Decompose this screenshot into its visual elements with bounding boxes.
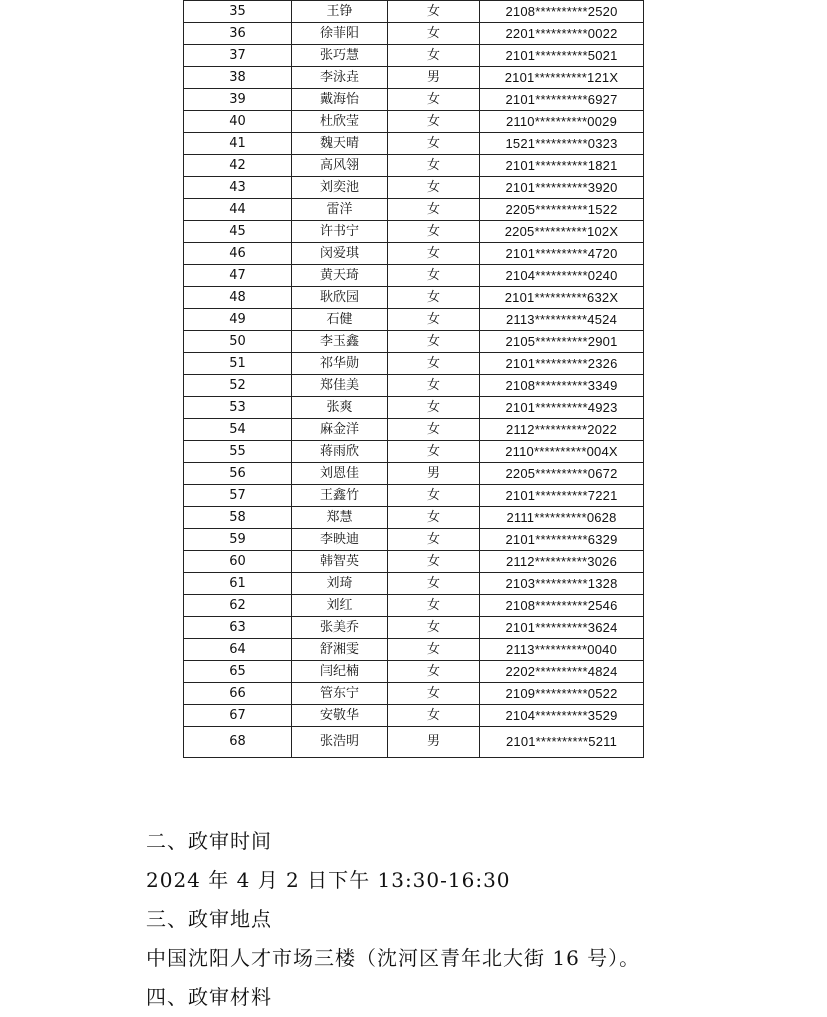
- table-row: [184, 529, 644, 551]
- name-cell: 李泳垚: [292, 67, 388, 89]
- gender-cell: 女: [388, 111, 480, 133]
- table-row: [184, 397, 644, 419]
- table-row: [184, 177, 644, 199]
- table-row: [184, 23, 644, 45]
- id-number-cell: 2108**********2520: [480, 1, 644, 23]
- table-row: [184, 199, 644, 221]
- table-row: [184, 617, 644, 639]
- gender-cell: 女: [388, 89, 480, 111]
- gender-cell: 男: [388, 463, 480, 485]
- gender-cell: 女: [388, 265, 480, 287]
- name-cell: 王鑫竹: [292, 485, 388, 507]
- table-row: [184, 133, 644, 155]
- id-number-cell: 2101**********5021: [480, 45, 644, 67]
- id-number-cell: 2101**********121X: [480, 67, 644, 89]
- name-cell: 耿欣园: [292, 287, 388, 309]
- id-number-cell: 2101**********6927: [480, 89, 644, 111]
- name-cell: 蒋雨欣: [292, 441, 388, 463]
- gender-cell: 女: [388, 45, 480, 67]
- candidate-table-container: [183, 0, 643, 758]
- table-row: [184, 89, 644, 111]
- id-number-cell: 2105**********2901: [480, 331, 644, 353]
- row-number-cell: 65: [184, 661, 292, 683]
- time-text: 2024 年 4 月 2 日下午 13:30-16:30: [146, 868, 511, 892]
- name-cell: 管东宁: [292, 683, 388, 705]
- name-cell: 刘恩佳: [292, 463, 388, 485]
- gender-cell: 女: [388, 23, 480, 45]
- name-cell: 杜欣莹: [292, 111, 388, 133]
- name-cell: 许书宁: [292, 221, 388, 243]
- name-cell: 高风翎: [292, 155, 388, 177]
- id-number-cell: 2113**********4524: [480, 309, 644, 331]
- row-number-cell: 39: [184, 89, 292, 111]
- id-number-cell: 2205**********1522: [480, 199, 644, 221]
- row-number-cell: 64: [184, 639, 292, 661]
- table-row: [184, 155, 644, 177]
- row-number-cell: 62: [184, 595, 292, 617]
- gender-cell: 女: [388, 529, 480, 551]
- id-number-cell: 2101**********4720: [480, 243, 644, 265]
- table-row: [184, 67, 644, 89]
- name-cell: 石健: [292, 309, 388, 331]
- row-number-cell: 56: [184, 463, 292, 485]
- name-cell: 黄天琦: [292, 265, 388, 287]
- gender-cell: 女: [388, 595, 480, 617]
- gender-cell: 女: [388, 551, 480, 573]
- row-number-cell: 55: [184, 441, 292, 463]
- row-number-cell: 40: [184, 111, 292, 133]
- row-number-cell: 54: [184, 419, 292, 441]
- row-number-cell: 51: [184, 353, 292, 375]
- id-number-cell: 2101**********1821: [480, 155, 644, 177]
- row-number-cell: 41: [184, 133, 292, 155]
- id-number-cell: 2103**********1328: [480, 573, 644, 595]
- table-row: [184, 375, 644, 397]
- row-number-cell: 44: [184, 199, 292, 221]
- name-cell: 韩智英: [292, 551, 388, 573]
- name-cell: 郑佳美: [292, 375, 388, 397]
- gender-cell: 女: [388, 221, 480, 243]
- name-cell: 戴海怡: [292, 89, 388, 111]
- id-number-cell: 2108**********3349: [480, 375, 644, 397]
- row-number-cell: 52: [184, 375, 292, 397]
- name-cell: 张爽: [292, 397, 388, 419]
- row-number-cell: 53: [184, 397, 292, 419]
- id-number-cell: 2201**********0022: [480, 23, 644, 45]
- materials-heading: 四、政审材料: [146, 985, 272, 1009]
- row-number-cell: 35: [184, 1, 292, 23]
- id-number-cell: 2110**********0029: [480, 111, 644, 133]
- gender-cell: 女: [388, 573, 480, 595]
- row-number-cell: 38: [184, 67, 292, 89]
- gender-cell: 女: [388, 441, 480, 463]
- table-row: [184, 309, 644, 331]
- id-number-cell: 2104**********3529: [480, 705, 644, 727]
- table-row: [184, 221, 644, 243]
- row-number-cell: 47: [184, 265, 292, 287]
- row-number-cell: 58: [184, 507, 292, 529]
- gender-cell: 女: [388, 199, 480, 221]
- name-cell: 刘红: [292, 595, 388, 617]
- row-number-cell: 42: [184, 155, 292, 177]
- gender-cell: 女: [388, 287, 480, 309]
- gender-cell: 女: [388, 133, 480, 155]
- table-row: [184, 639, 644, 661]
- id-number-cell: 2101**********632X: [480, 287, 644, 309]
- time-heading: 二、政审时间: [146, 829, 272, 853]
- gender-cell: 女: [388, 155, 480, 177]
- table-row: [184, 705, 644, 727]
- table-row: [184, 441, 644, 463]
- gender-cell: 女: [388, 617, 480, 639]
- notice-body: [146, 822, 640, 1017]
- row-number-cell: 59: [184, 529, 292, 551]
- row-number-cell: 68: [184, 727, 292, 758]
- id-number-cell: 2111**********0628: [480, 507, 644, 529]
- gender-cell: 男: [388, 727, 480, 758]
- table-row: [184, 45, 644, 67]
- row-number-cell: 50: [184, 331, 292, 353]
- id-number-cell: 2104**********0240: [480, 265, 644, 287]
- id-number-cell: 2101**********3624: [480, 617, 644, 639]
- id-number-cell: 2112**********2022: [480, 419, 644, 441]
- table-row: [184, 507, 644, 529]
- id-number-cell: 2101**********2326: [480, 353, 644, 375]
- candidate-table: [183, 0, 644, 758]
- id-number-cell: 2110**********004X: [480, 441, 644, 463]
- row-number-cell: 57: [184, 485, 292, 507]
- table-row: [184, 485, 644, 507]
- gender-cell: 女: [388, 397, 480, 419]
- id-number-cell: 2113**********0040: [480, 639, 644, 661]
- row-number-cell: 48: [184, 287, 292, 309]
- table-row: [184, 353, 644, 375]
- gender-cell: 女: [388, 309, 480, 331]
- name-cell: 祁华勋: [292, 353, 388, 375]
- id-number-cell: 2101**********4923: [480, 397, 644, 419]
- row-number-cell: 45: [184, 221, 292, 243]
- table-row: [184, 419, 644, 441]
- table-row: [184, 111, 644, 133]
- table-row: [184, 683, 644, 705]
- row-number-cell: 67: [184, 705, 292, 727]
- table-row: [184, 573, 644, 595]
- name-cell: 闫纪楠: [292, 661, 388, 683]
- row-number-cell: 63: [184, 617, 292, 639]
- gender-cell: 女: [388, 683, 480, 705]
- candidate-table-body: [184, 1, 644, 758]
- name-cell: 闵爱琪: [292, 243, 388, 265]
- row-number-cell: 66: [184, 683, 292, 705]
- gender-cell: 女: [388, 353, 480, 375]
- row-number-cell: 46: [184, 243, 292, 265]
- name-cell: 麻金洋: [292, 419, 388, 441]
- place-text: 中国沈阳人才市场三楼（沈河区青年北大街 16 号）。: [146, 946, 641, 970]
- name-cell: 李映迪: [292, 529, 388, 551]
- id-number-cell: 2101**********3920: [480, 177, 644, 199]
- row-number-cell: 61: [184, 573, 292, 595]
- gender-cell: 女: [388, 243, 480, 265]
- gender-cell: 女: [388, 419, 480, 441]
- id-number-cell: 2202**********4824: [480, 661, 644, 683]
- table-row: [184, 287, 644, 309]
- gender-cell: 女: [388, 177, 480, 199]
- table-row: [184, 661, 644, 683]
- name-cell: 张浩明: [292, 727, 388, 758]
- id-number-cell: 2101**********6329: [480, 529, 644, 551]
- gender-cell: 女: [388, 507, 480, 529]
- table-row: [184, 331, 644, 353]
- table-row: [184, 243, 644, 265]
- id-number-cell: 1521**********0323: [480, 133, 644, 155]
- gender-cell: 女: [388, 639, 480, 661]
- gender-cell: 女: [388, 331, 480, 353]
- table-row: [184, 265, 644, 287]
- row-number-cell: 60: [184, 551, 292, 573]
- name-cell: 刘琦: [292, 573, 388, 595]
- table-row: [184, 463, 644, 485]
- name-cell: 舒湘雯: [292, 639, 388, 661]
- id-number-cell: 2101**********7221: [480, 485, 644, 507]
- gender-cell: 男: [388, 67, 480, 89]
- id-number-cell: 2205**********102X: [480, 221, 644, 243]
- place-heading: 三、政审地点: [146, 907, 272, 931]
- gender-cell: 女: [388, 375, 480, 397]
- table-row: [184, 551, 644, 573]
- gender-cell: 女: [388, 1, 480, 23]
- gender-cell: 女: [388, 705, 480, 727]
- id-number-cell: 2112**********3026: [480, 551, 644, 573]
- name-cell: 李玉鑫: [292, 331, 388, 353]
- name-cell: 张巧慧: [292, 45, 388, 67]
- row-number-cell: 43: [184, 177, 292, 199]
- table-row: [184, 727, 644, 758]
- name-cell: 雷洋: [292, 199, 388, 221]
- id-number-cell: 2108**********2546: [480, 595, 644, 617]
- name-cell: 王铮: [292, 1, 388, 23]
- id-number-cell: 2101**********5211: [480, 727, 644, 758]
- table-row: [184, 1, 644, 23]
- name-cell: 郑慧: [292, 507, 388, 529]
- row-number-cell: 36: [184, 23, 292, 45]
- id-number-cell: 2205**********0672: [480, 463, 644, 485]
- gender-cell: 女: [388, 661, 480, 683]
- name-cell: 安敬华: [292, 705, 388, 727]
- row-number-cell: 37: [184, 45, 292, 67]
- id-number-cell: 2109**********0522: [480, 683, 644, 705]
- name-cell: 刘奕池: [292, 177, 388, 199]
- name-cell: 徐菲阳: [292, 23, 388, 45]
- table-row: [184, 595, 644, 617]
- name-cell: 张美乔: [292, 617, 388, 639]
- row-number-cell: 49: [184, 309, 292, 331]
- gender-cell: 女: [388, 485, 480, 507]
- name-cell: 魏天晴: [292, 133, 388, 155]
